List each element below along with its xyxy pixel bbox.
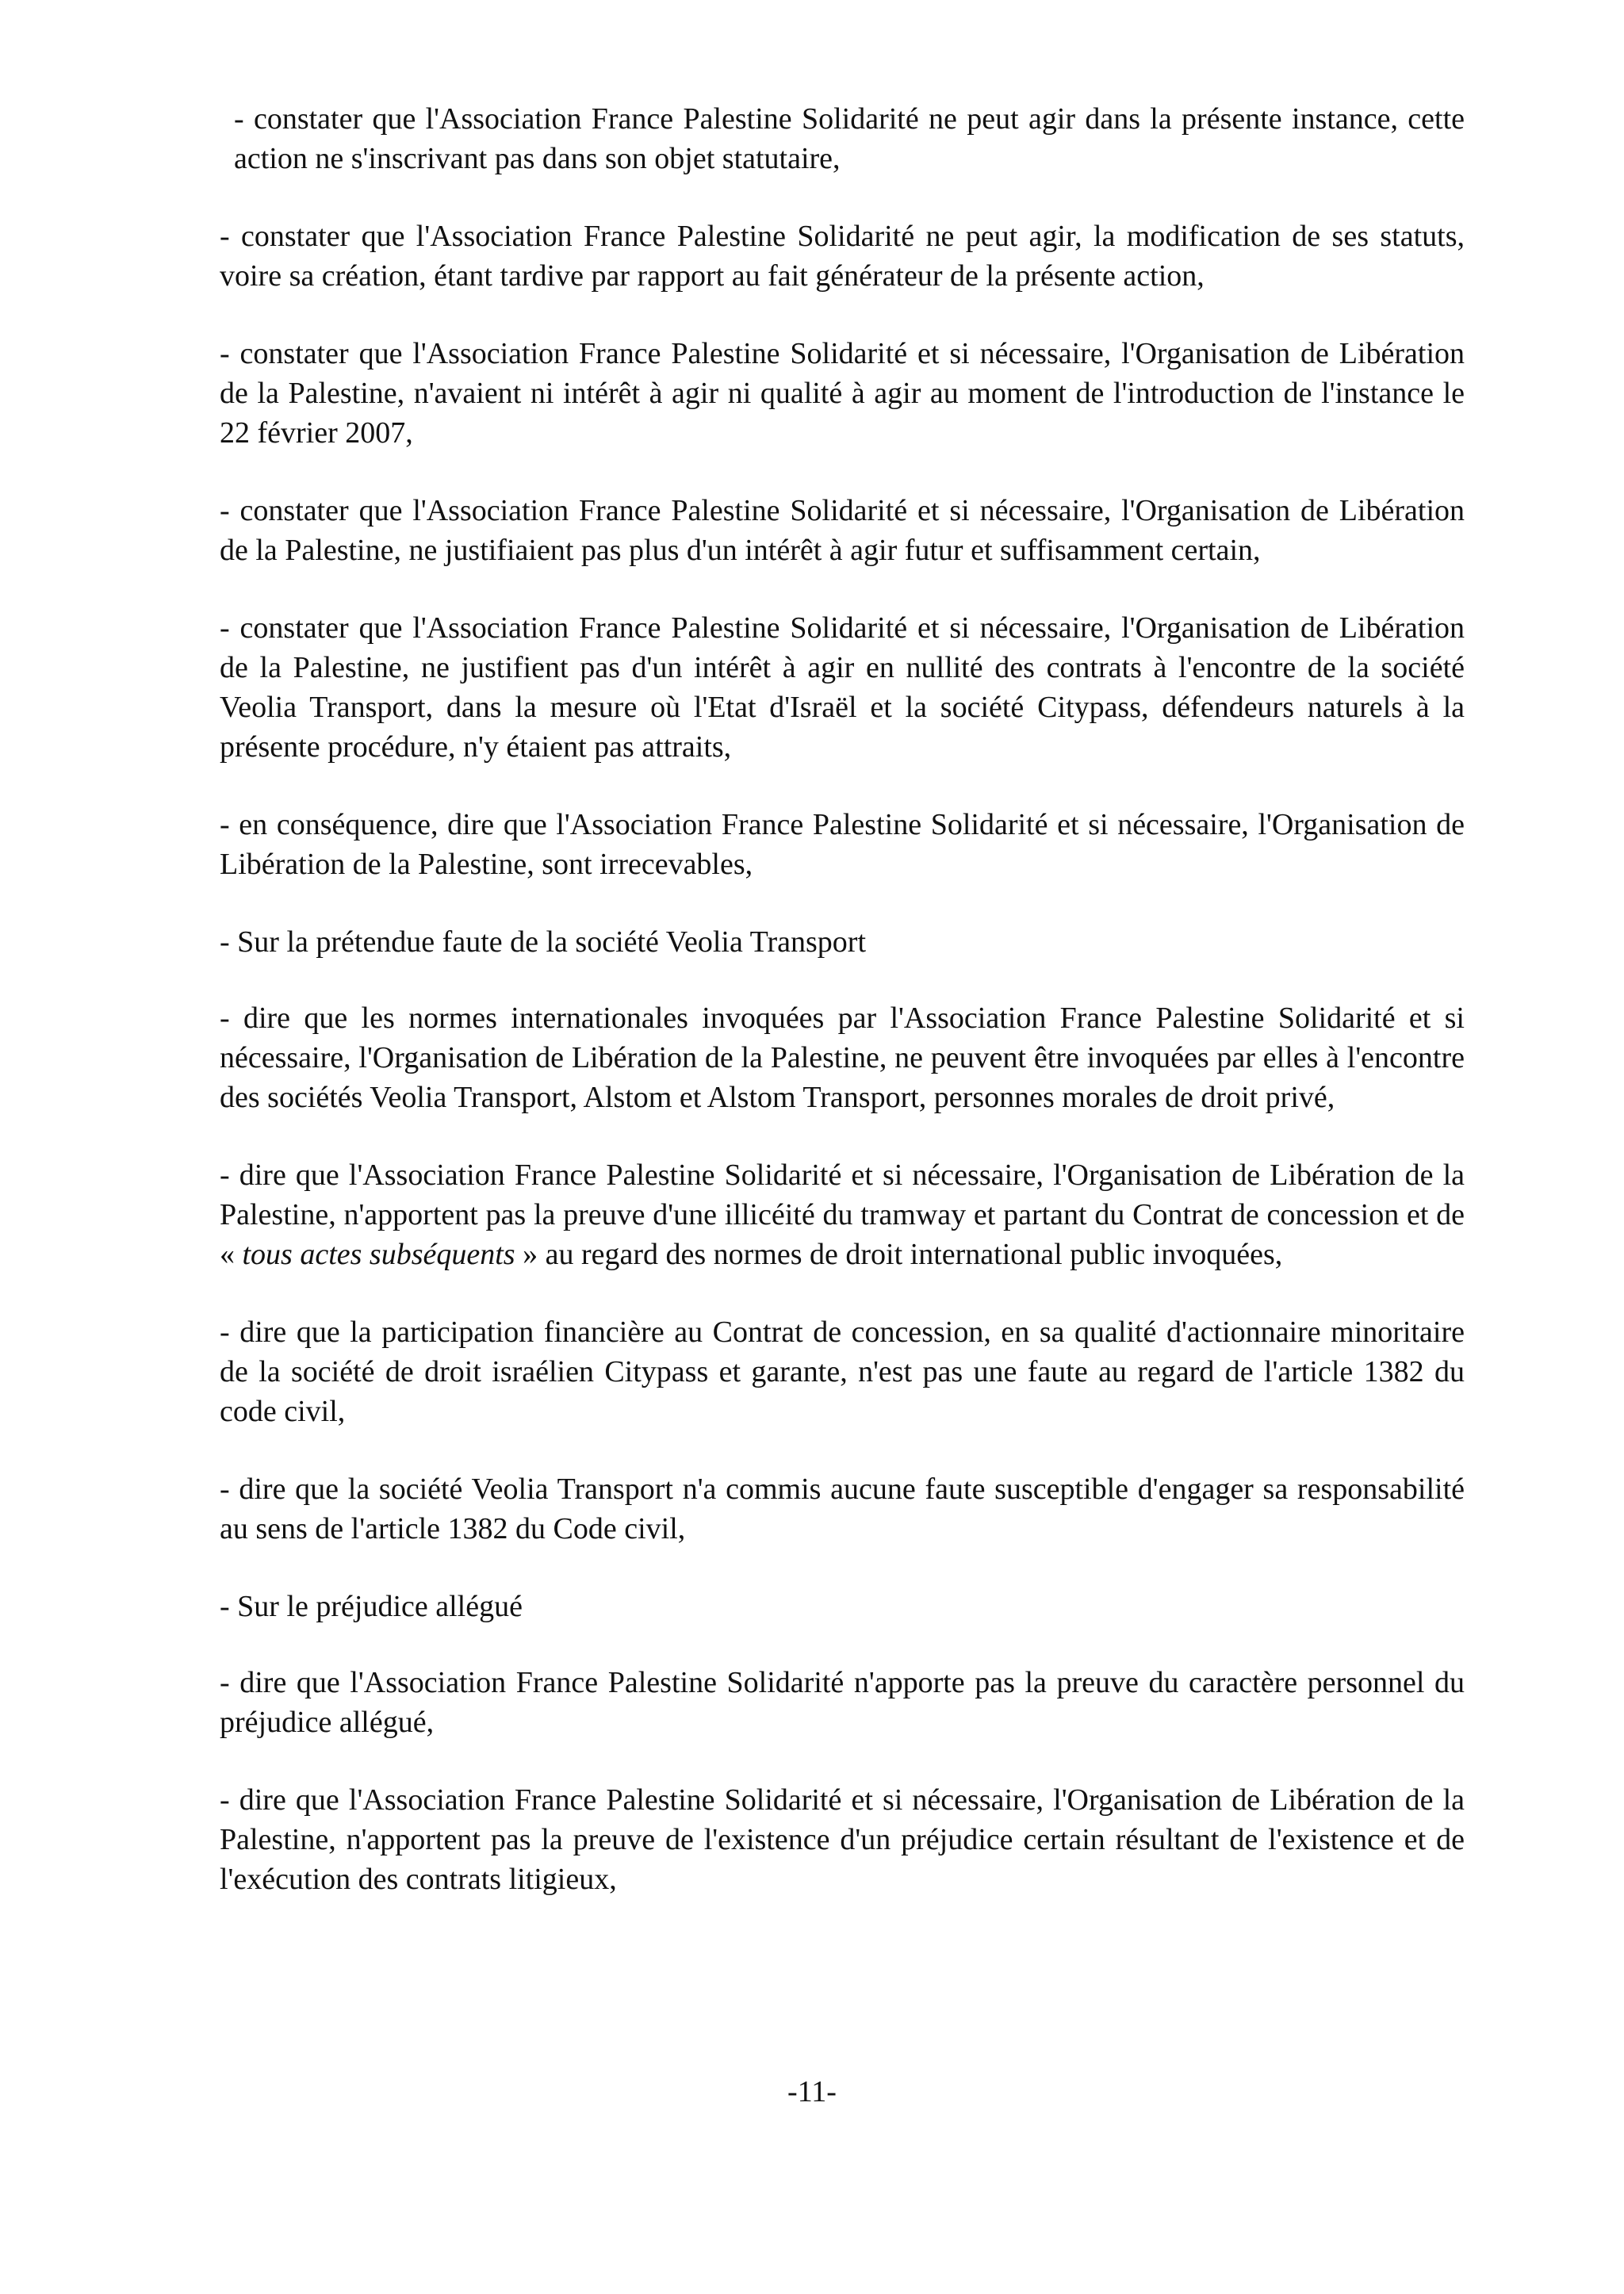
paragraph-6: - en conséquence, dire que l'Association France Palestine Solidarité et si nécessaire, l'Organisation de Libération de la Palestine, sont irrecevables, (220, 808, 1465, 881)
paragraph-9: - dire que la participation financière au Contrat de concession, en sa qualité d'actionnaire minoritaire de la société de droit israélien Citypass et garante, n'est pas une faute au regard de l'article 1382 du code civil, (220, 1316, 1465, 1428)
section-heading-prejudice: - Sur le préjudice allégué (220, 1590, 523, 1623)
document-body (220, 99, 1465, 1937)
paragraph-8-text-after: » au regard des normes de droit international public invoquées, (515, 1238, 1283, 1271)
page-number: -11- (787, 2075, 837, 2108)
paragraph-5: - constater que l'Association France Palestine Solidarité et si nécessaire, l'Organisation de Libération de la Palestine, ne justifient pas d'un intérêt à agir en nullité des contrats à l'encontre de la société Veolia Transport, dans la mesure où l'Etat d'Israël et la société Citypass, défendeurs naturels à la présente procédure, n'y étaient pas attraits, (220, 611, 1465, 764)
paragraph-7: - dire que les normes internationales invoquées par l'Association France Palestine Solidarité et si nécessaire, l'Organisation de Libération de la Palestine, ne peuvent être invoquées par elles à l'encontre des sociétés Veolia Transport, Alstom et Alstom Transport, personnes morales de droit privé, (220, 1001, 1465, 1114)
paragraph-8-text-before: - dire que l'Association France Palestine Solidarité et si nécessaire, l'Organisation de Libération de la Palestine, n'apportent pas la preuve d'une illicéité du tramway et partant du Contrat de concession et de « (220, 1158, 1465, 1271)
section-heading-faute: - Sur la prétendue faute de la société Veolia Transport (220, 925, 867, 959)
paragraph-12: - dire que l'Association France Palestine Solidarité et si nécessaire, l'Organisation de Libération de la Palestine, n'apportent pas la preuve de l'existence d'un préjudice certain résultant de l'existence et de l'exécution des contrats litigieux, (220, 1783, 1465, 1896)
paragraph-1: - constater que l'Association France Palestine Solidarité ne peut agir dans la présente instance, cette action ne s'inscrivant pas dans son objet statutaire, (234, 102, 1465, 175)
paragraph-2: - constater que l'Association France Palestine Solidarité ne peut agir, la modification de ses statuts, voire sa création, étant tardive par rapport au fait générateur de la présente action, (220, 220, 1465, 293)
paragraph-3: - constater que l'Association France Palestine Solidarité et si nécessaire, l'Organisation de Libération de la Palestine, n'avaient ni intérêt à agir ni qualité à agir au moment de l'introduction de l'instance le 22 février 2007, (220, 337, 1465, 450)
paragraph-10: - dire que la société Veolia Transport n'a commis aucune faute susceptible d'engager sa responsabilité au sens de l'article 1382 du Code civil, (220, 1473, 1465, 1545)
paragraph-8-italic-text: tous actes subséquents (242, 1238, 515, 1271)
paragraph-11: - dire que l'Association France Palestine Solidarité n'apporte pas la preuve du caractère personnel du préjudice allégué, (220, 1666, 1465, 1739)
paragraph-8 (220, 1155, 1465, 1274)
paragraph-4: - constater que l'Association France Palestine Solidarité et si nécessaire, l'Organisation de Libération de la Palestine, ne justifiaient pas plus d'un intérêt à agir futur et suffisamment certain, (220, 494, 1465, 567)
